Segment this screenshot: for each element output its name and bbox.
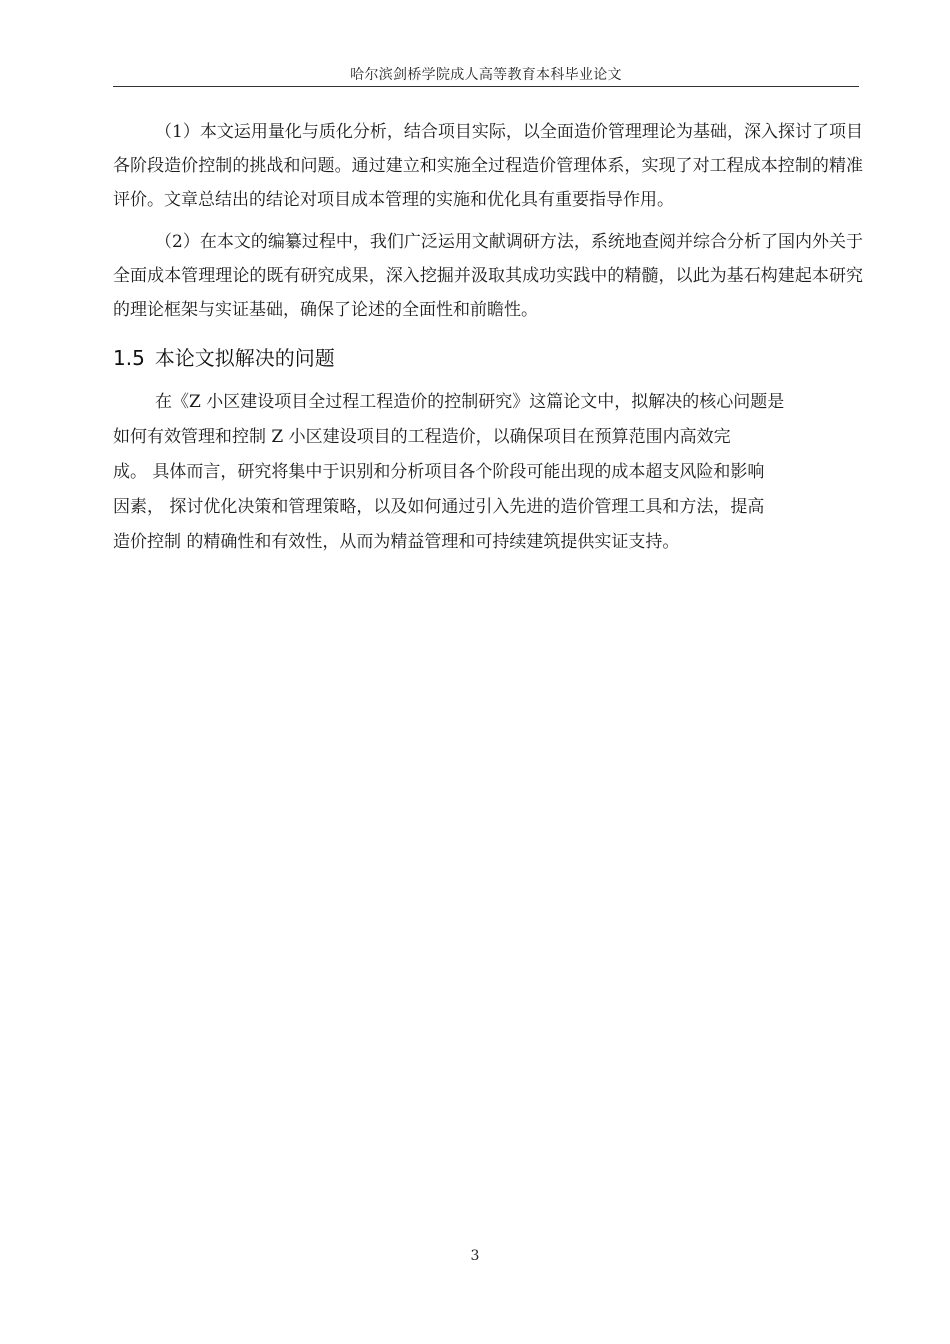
paragraph-2: （2）在本文的编纂过程中，我们广泛运用文献调研方法，系统地查阅并综合分析了国内外关于全面成本管理理论的既有研究成果，深入挖掘并汲取其成功实践中的精髓，以此为基石构建起本研究的理论框架与实证基础，确保了论述的全面性和前瞻性。: [113, 232, 863, 320]
section-heading: [113, 341, 863, 375]
section-paragraph-line: 成。 具体而言，研究将集中于识别和分析项目各个阶段可能出现的成本超支风险和影响: [113, 462, 765, 482]
section-paragraph-line: 在《Z 小区建设项目全过程工程造价的控制研究》这篇论文中，拟解决的核心问题是: [155, 392, 785, 412]
page-header: 哈尔滨剑桥学院成人高等教育本科毕业论文: [350, 67, 622, 83]
section-title: 本论文拟解决的问题: [154, 346, 335, 370]
document-body: [113, 115, 863, 560]
section-paragraph-line: 因素， 探讨优化决策和管理策略，以及如何通过引入先进的造价管理工具和方法，提高: [113, 497, 765, 517]
page-number: 3: [470, 1248, 480, 1264]
paragraph-1: （1）本文运用量化与质化分析，结合项目实际，以全面造价管理理论为基础，深入探讨了项目各阶段造价控制的挑战和问题。通过建立和实施全过程造价管理体系，实现了对工程成本控制的精准评价。文章总结出的结论对项目成本管理的实施和优化具有重要指导作用。: [113, 122, 863, 210]
section-paragraph-line: 造价控制 的精确性和有效性，从而为精益管理和可持续建筑提供实证支持。: [113, 532, 680, 552]
section-number: 1.5: [113, 346, 145, 370]
section-paragraph-line: 如何有效管理和控制 Z 小区建设项目的工程造价，以确保项目在预算范围内高效完: [113, 427, 731, 447]
section-paragraph: [113, 385, 863, 560]
header-divider: [113, 86, 859, 87]
